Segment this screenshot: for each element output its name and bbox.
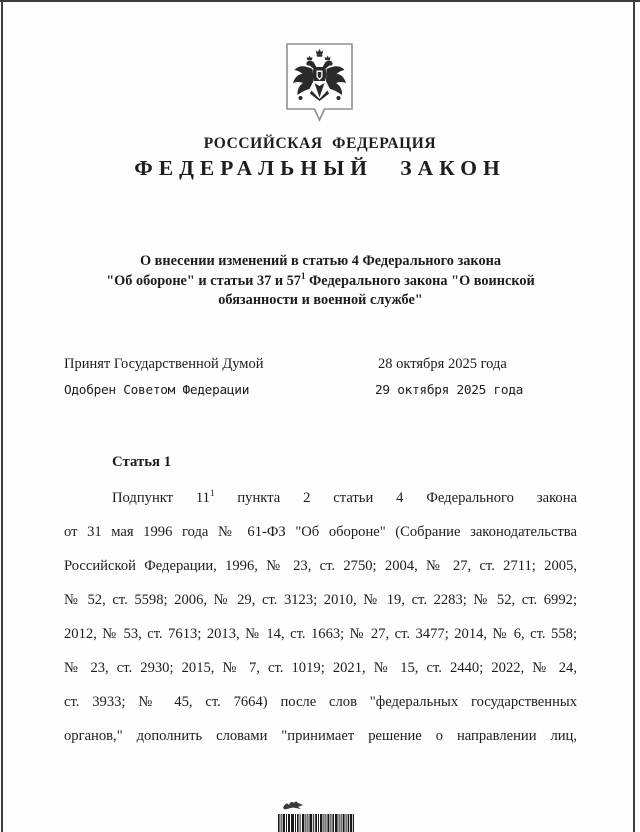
page-edge-left xyxy=(1,0,3,832)
country-name: РОССИЙСКАЯ ФЕДЕРАЦИЯ xyxy=(203,135,437,152)
document-type-heading: ФЕДЕРАЛЬНЫЙ ЗАКОН xyxy=(134,156,506,180)
law-title xyxy=(64,252,577,311)
superscript: 1 xyxy=(209,488,215,499)
page-edge-top xyxy=(0,0,640,2)
duma-adoption-label: Принят Государственной Думой xyxy=(64,356,264,372)
page-edge-right xyxy=(633,0,635,832)
body-line: № 23, ст. 2930; 2015, № 7, ст. 1019; 2021, № 15, ст. 2440; 2022, № 24, xyxy=(64,660,577,676)
body-line: от 31 мая 1996 года № 61-ФЗ "Об обороне" (Собрание законодательства xyxy=(64,524,577,540)
duma-adoption-row xyxy=(64,356,577,376)
body-line: Подпункт $11^1$ пункта 2 статьи 4 Федерального закона xyxy=(112,488,577,506)
body-line: Российской Федерации, 1996, № 23, ст. 2750; 2004, № 27, ст. 2711; 2005, xyxy=(64,558,577,574)
barcode xyxy=(278,814,354,832)
law-title-line1: О внесении изменений в статью 4 Федерального закона xyxy=(139,253,502,269)
federation-council-approval-row xyxy=(64,383,577,403)
federation-council-approval-date: 29 октября 2025 года xyxy=(375,383,524,398)
article-1-body xyxy=(64,481,577,753)
body-line: ст. 3933; № 45, ст. 7664) после слов "федеральных государственных xyxy=(64,694,577,710)
duma-adoption-date: 28 октября 2025 года xyxy=(378,356,507,372)
federation-council-approval-label: Одобрен Советом Федерации xyxy=(64,383,250,398)
body-line: 2012, № 53, ст. 7613; 2013, № 14, ст. 1663; № 27, ст. 3477; 2014, № 6, ст. 558; xyxy=(64,626,577,642)
article-1-heading: Статья 1 xyxy=(112,454,172,470)
law-title-line3: обязанности и военной службе" xyxy=(218,292,423,308)
law-title-line2: "Об обороне" и статьи 37 и $57^1$ Федерального закона "О воинской xyxy=(106,270,535,289)
body-line: органов," дополнить словами "принимает решение о направлении лиц, xyxy=(64,728,577,744)
ink-mark xyxy=(281,797,307,812)
superscript: 1 xyxy=(300,270,306,281)
russian-coat-of-arms-icon xyxy=(286,43,353,122)
body-line: № 52, ст. 5598; 2006, № 29, ст. 3123; 2010, № 19, ст. 2283; № 52, ст. 6992; xyxy=(64,592,577,608)
